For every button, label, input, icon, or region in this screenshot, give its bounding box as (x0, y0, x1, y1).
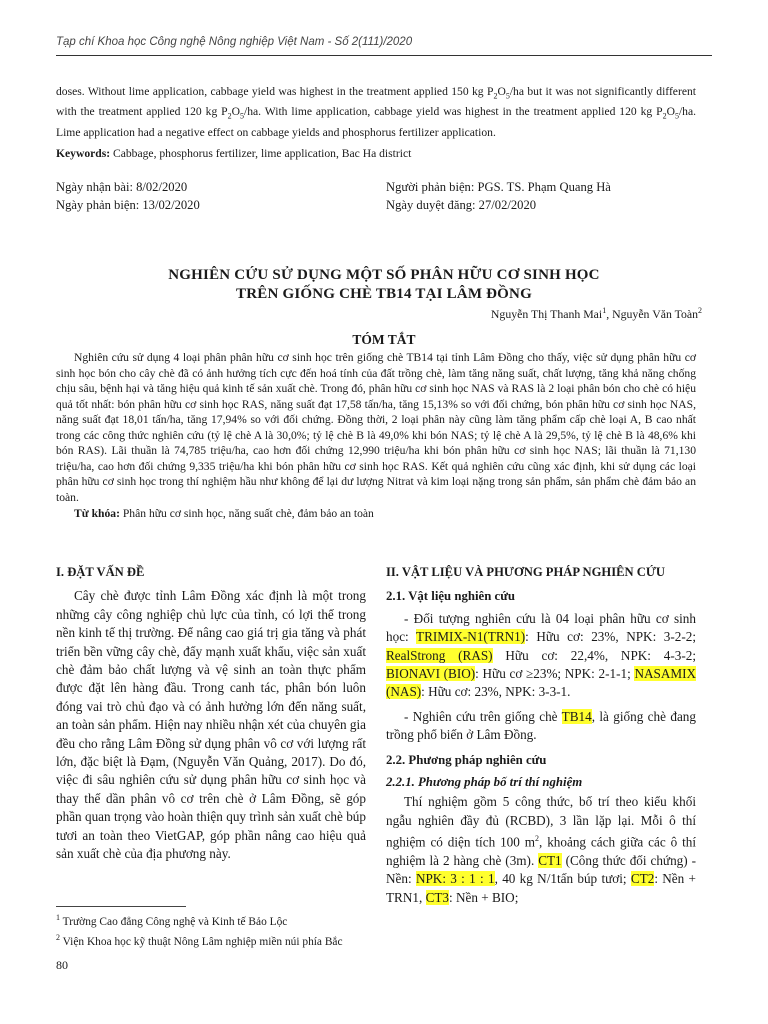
header-divider (56, 55, 712, 56)
article-title (56, 266, 712, 304)
materials-paragraph: - Đối tượng nghiên cứu là 04 loại phân hữu cơ sinh học: TRIMIX-N1(TRN1): Hữu cơ: 23%, NPK: 3-2-2; RealStrong (RAS) Hữu cơ: 22,4%, NPK: 4-3-2; BIONAVI (BIO): Hữu cơ ≥23%; NPK: 2-1-1; NASAMIX (NAS): Hữu cơ: 23%, NPK: 3-3-1. (386, 610, 697, 700)
title-line-2: TRÊN GIỐNG CHÈ TB14 TẠI LÂM ĐỒNG (236, 286, 532, 302)
highlight-trimix: TRIMIX-N1(TRN1) (416, 629, 526, 645)
title-line-1: NGHIÊN CỨU SỬ DỤNG MỘT SỐ PHÂN HỮU CƠ SINH HỌC (168, 267, 600, 283)
highlight-ras: RealStrong (RAS) (386, 647, 493, 663)
journal-header: Tạp chí Khoa học Công nghệ Nông nghiệp Việt Nam - Số 2(111)/2020 (56, 36, 413, 48)
vietnamese-abstract-body: Nghiên cứu sử dụng 4 loại phân phân hữu cơ sinh học trên giống chè TB14 tại tỉnh Lâm Đồng cho thấy, việc sử dụng phân hữu cơ sinh học bón cho cây chè đã có ảnh hưởng tích cực đến hoá tính của đất trồng chè, làm tăng năng suất, chất lượng, tăng khả năng chống chịu sâu, bệnh hại và tăng hiệu quả kinh tế sản xuất chè. Trong đó, phân hữu cơ sinh học NAS và RAS là 2 loại phân bón cho chè có hiệu quả tốt nhất: bón phân hữu cơ sinh học RAS, năng suất đạt 17,58 tấn/ha, tăng 15,13% so với đối chứng, bón phân hữu cơ sinh học NAS, năng suất đạt 18,01 tấn/ha, tăng 17,94% so với đối chứng. Đồng thời, 2 loại phân này cũng làm tăng phẩm cấp chè loại A, B cao nhất trong các công thức nghiên cứu (tỷ lệ chè A là 30,0%; tỷ lệ chè B là 49,0% khi bón NAS; tỷ lệ chè A là 29,5%, tỷ lệ chè B là 48,6% khi bón RAS). Lãi thuần là 74,785 triệu/ha, cao hơn đối chứng 12,990 triệu/ha khi bón phân hữu cơ sinh học NAS; lãi thuần là 71,130 triệu/ha, cao hơn đối chứng 9,335 triệu/ha khi bón phân hữu cơ sinh học RAS. Kết quả nghiên cứu cũng xác định, khi sử dụng các loại phân hữu cơ sinh học trong thí nghiệm hầu như không để lại dư lượng Nitrat và kim loại nặng trong sản phẩm, sản phẩm chè đảm bảo an toàn. (56, 351, 696, 504)
footnote-2: $^2$ Viện Khoa học kỹ thuật Nông Lâm nghiệp miền núi phía Bắc (56, 932, 343, 948)
subsection-2-2-heading: 2.2. Phương pháp nghiên cứu (386, 752, 547, 767)
english-abstract (56, 84, 696, 162)
variety-paragraph: - Nghiên cứu trên giống chè TB14, là giống chè đang trồng phổ biến ở Lâm Đồng. (386, 708, 696, 743)
subsection-2-2-1-heading: 2.2.1. Phương pháp bố trí thí nghiệm (386, 775, 583, 790)
section-2-heading: II. VẬT LIỆU VÀ PHƯƠNG PHÁP NGHIÊN CỨU (386, 565, 665, 579)
highlight-bio: BIONAVI (BIO) (386, 666, 476, 682)
highlight-ct3: CT3 (425, 889, 450, 905)
vietnamese-abstract (56, 350, 696, 522)
english-abstract-text: doses. Without lime application, cabbage yield was highest in the treatment applied 150 kg $P_2O_5/ha$ but it was not significantly different with the treatment applied 120 kg $P_2O_5/ha$. With lime application, cabbage yield was highest in the treatment applied 120 kg $P_2O_5/ha$. Lime application had a negative effect on cabbage yields and phosphorus fertilizer application. (56, 85, 697, 139)
date-received: Ngày nhận bài: 8/02/2020 (56, 180, 188, 194)
highlight-nas: NASAMIX (NAS) (386, 666, 697, 700)
highlight-npk: NPK: 3 : 1 : 1 (415, 871, 495, 887)
page-number: 80 (56, 958, 68, 972)
section-1-heading: I. ĐẶT VẤN ĐỀ (56, 565, 145, 579)
design-paragraph: Thí nghiệm gồm 5 công thức, bố trí theo kiểu khối ngẫu nghiên đầy đủ (RCBD), 3 lần lặp lại. Mỗi ô thí nghiệm có diện tích 100 $m^2$, khoảng cách giữa các ô thí nghiệm là 2 hàng chè (3m). CT1 (Công thức đối chứng) - Nền: NPK: 3 : 1 : 1, 40 kg N/1tấn búp tươi; CT2: Nền + TRN1, CT3: Nền + BIO; (386, 794, 696, 905)
english-keywords: Keywords: Cabbage, phosphorus fertilizer, lime application, Bac Ha district (56, 146, 412, 160)
footnotes (56, 910, 343, 950)
highlight-ct2: CT2 (630, 871, 655, 887)
highlight-tb14: TB14 (561, 708, 592, 724)
right-column (386, 563, 696, 913)
footnote-1: $^1$ Trường Cao đẳng Công nghệ và Kinh tế Bảo Lộc (56, 913, 288, 928)
footnote-divider (56, 906, 186, 907)
authors: Nguyễn Thị Thanh Mai$^1$, Nguyễn Văn Toàn$^2$ (490, 306, 702, 321)
highlight-ct1: CT1 (538, 853, 562, 869)
date-accepted: Ngày duyệt đăng: 27/02/2020 (386, 198, 537, 212)
section-1-body: Cây chè được tỉnh Lâm Đồng xác định là một trong những cây công nghiệp chủ lực của tỉnh, có lợi thế trong nền kinh tế thị trường. Để nâng cao giá trị gia tăng và phát triển bền vững cây chè, đẩy mạnh xuất khẩu, việc sản xuất chè đảm bảo chất lượng và vệ sinh an toàn thực phẩm được đặt lên hàng đầu. Trong canh tác, phân bón luôn đóng vai trò chủ đạo và có ảnh hưởng lớn đến năng suất, an toàn sản phẩm. Hiện nay nhiều nhận xét của chuyên gia đều cho rằng Lâm Đồng sử dụng phân vô cơ với lượng rất lớn, đặc biệt là Đạm, (Nguyễn Văn Quảng, 2017). Do đó, việc đi sâu nghiên cứu sử dụng phân hữu cơ sinh học và thay thế dần phân vô cơ trên chè ở Lâm Đồng, sẽ góp phần quan trọng vào hoàn thiện quy trình sản xuất chè búp tươi an toàn theo VietGAP, góp phần nâng cao hiệu quả sản xuất chè của địa phương này. (56, 588, 366, 862)
subsection-2-1-heading: 2.1. Vật liệu nghiên cứu (386, 589, 516, 604)
left-column (56, 563, 366, 870)
abstract-heading: TÓM TẮT (352, 332, 416, 347)
reviewer-name: Người phản biện: PGS. TS. Phạm Quang Hà (386, 180, 611, 194)
date-reviewed: Ngày phản biện: 13/02/2020 (56, 198, 200, 212)
vietnamese-keywords: Từ khóa: Phân hữu cơ sinh học, năng suất chè, đảm bảo an toàn (74, 507, 374, 520)
